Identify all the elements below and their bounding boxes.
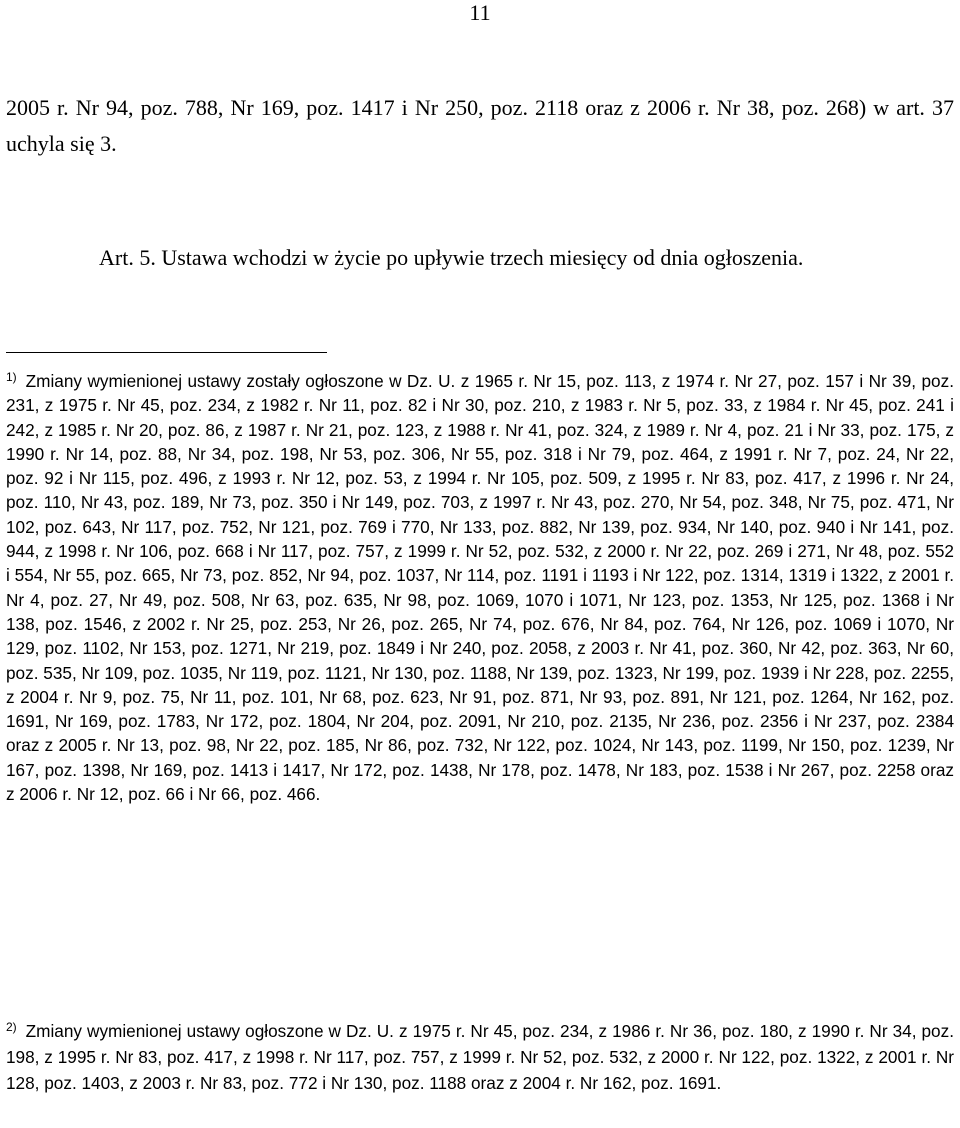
footnote-separator <box>6 352 327 353</box>
footnote-2-text: Zmiany wymienionej ustawy ogłoszone w Dz. U. z 1975 r. Nr 45, poz. 234, z 1986 r. Nr 36, poz. 180, z 1990 r. Nr 34, poz. 198, z 1995 r. Nr 83, poz. 417, z 1998 r. Nr 117, poz. 757, z 1999 r. Nr 52, poz. 532, z 2000 r. Nr 122, poz. 1322, z 2001 r. Nr 128, poz. 1403, z 2003 r. Nr 83, poz. 772 i Nr 130, poz. 1188 oraz z 2004 r. Nr 162, poz. 1691. <box>6 1021 954 1093</box>
footnote-2 <box>6 1018 954 1096</box>
footnote-1-marker: 1) <box>6 370 17 384</box>
footnote-1-text: Zmiany wymienionej ustawy zostały ogłoszone w Dz. U. z 1965 r. Nr 15, poz. 113, z 1974 r. Nr 27, poz. 157 i Nr 39, poz. 231, z 1975 r. Nr 45, poz. 234, z 1982 r. Nr 11, poz. 82 i Nr 30, poz. 210, z 1983 r. Nr 5, poz. 33, z 1984 r. Nr 45, poz. 241 i 242, z 1985 r. Nr 20, poz. 86, z 1987 r. Nr 21, poz. 123, z 1988 r. Nr 41, poz. 324, z 1989 r. Nr 4, poz. 21 i Nr 33, poz. 175, z 1990 r. Nr 14, poz. 88, Nr 34, poz. 198, Nr 53, poz. 306, Nr 55, poz. 318 i Nr 79, poz. 464, z 1991 r. Nr 7, poz. 24, Nr 22, poz. 92 i Nr 115, poz. 496, z 1993 r. Nr 12, poz. 53, z 1994 r. Nr 105, poz. 509, z 1995 r. Nr 83, poz. 417, z 1996 r. Nr 24, poz. 110, Nr 43, poz. 189, Nr 73, poz. 350 i Nr 149, poz. 703, z 1997 r. Nr 43, poz. 270, Nr 54, poz. 348, Nr 75, poz. 471, Nr 102, poz. 643, Nr 117, poz. 752, Nr 121, poz. 769 i 770, Nr 133, poz. 882, Nr 139, poz. 934, Nr 140, poz. 940 i Nr 141, poz. 944, z 1998 r. Nr 106, poz. 668 i Nr 117, poz. 757, z 1999 r. Nr 52, poz. 532, z 2000 r. Nr 22, poz. 269 i 271, Nr 48, poz. 552 i 554, Nr 55, poz. 665, Nr 73, poz. 852, Nr 94, poz. 1037, Nr 114, poz. 1191 i 1193 i Nr 122, poz. 1314, 1319 i 1322, z 2001 r. Nr 4, poz. 27, Nr 49, poz. 508, Nr 63, poz. 635, Nr 98, poz. 1069, 1070 i 1071, Nr 123, poz. 1353, Nr 125, poz. 1368 i Nr 138, poz. 1546, z 2002 r. Nr 25, poz. 253, Nr 26, poz. 265, Nr 74, poz. 676, Nr 84, poz. 764, Nr 126, poz. 1069 i 1070, Nr 129, poz. 1102, Nr 153, poz. 1271, Nr 219, poz. 1849 i Nr 240, poz. 2058, z 2003 r. Nr 41, poz. 360, Nr 42, poz. 363, Nr 60, poz. 535, Nr 109, poz. 1035, Nr 119, poz. 1121, Nr 130, poz. 1188, Nr 139, poz. 1323, Nr 199, poz. 1939 i Nr 228, poz. 2255, z 2004 r. Nr 9, poz. 75, Nr 11, poz. 101, Nr 68, poz. 623, Nr 91, poz. 871, Nr 93, poz. 891, Nr 121, poz. 1264, Nr 162, poz. 1691, Nr 169, poz. 1783, Nr 172, poz. 1804, Nr 204, poz. 2091, Nr 210, poz. 2135, Nr 236, poz. 2356 i Nr 237, poz. 2384 oraz z 2005 r. Nr 13, poz. 98, Nr 22, poz. 185, Nr 86, poz. 732, Nr 122, poz. 1024, Nr 143, poz. 1199, Nr 150, poz. 1239, Nr 167, poz. 1398, Nr 169, poz. 1413 i 1417, Nr 172, poz. 1438, Nr 178, poz. 1478, Nr 183, poz. 1538 i Nr 267, poz. 2258 oraz z 2006 r. Nr 12, poz. 66 i Nr 66, poz. 466. <box>6 371 954 805</box>
paragraph-amendment-continuation: 2005 r. Nr 94, poz. 788, Nr 169, poz. 1417 i Nr 250, poz. 2118 oraz z 2006 r. Nr 38, poz. 268) w art. 37 uchyla się 3. <box>6 95 954 156</box>
paragraph-article-5: Art. 5. Ustawa wchodzi w życie po upływie trzech miesięcy od dnia ogłoszenia. <box>99 245 804 270</box>
page-number: 11 <box>469 0 491 25</box>
footnote-2-marker: 2) <box>6 1020 17 1034</box>
footnote-1 <box>6 369 954 806</box>
